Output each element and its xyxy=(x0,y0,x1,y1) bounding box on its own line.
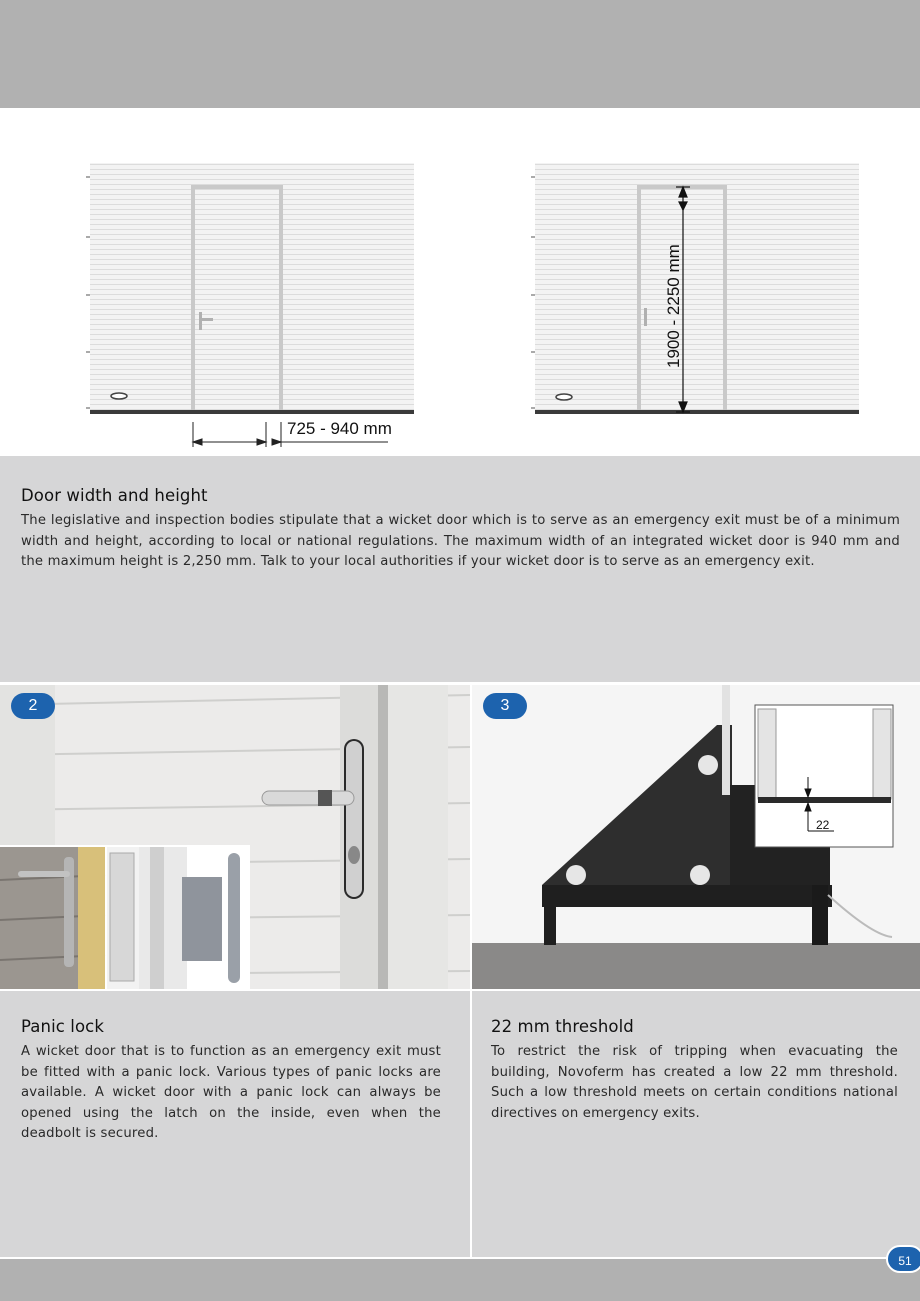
panic-lock-badge: 2 xyxy=(11,693,55,719)
panic-lock-title: Panic lock xyxy=(21,1017,104,1036)
door-width-diagram xyxy=(80,160,420,450)
door-size-body: The legislative and inspection bodies stipulate that a wicket door which is to serve as an emergency exit must be of a minimum width and height, according to local or national regulations. The maximum width of an integrated wicket door is 940 mm and the maximum height is 2,250 mm. Talk to your local authorities if your wicket door is to serve as an emergency exit. xyxy=(21,513,900,569)
door-height-diagram xyxy=(526,160,866,420)
threshold-photo xyxy=(472,685,920,989)
door-size-panel xyxy=(0,456,920,682)
panic-lock-body: A wicket door that is to function as an emergency exit must be fitted with a panic lock. Various types of panic locks are available. A wicket door with a panic lock can always be opened using the latch on the inside, even when the deadbolt is secured. xyxy=(21,1044,441,1141)
top-band xyxy=(0,0,920,108)
door-size-title: Door width and height xyxy=(21,486,208,505)
threshold-inset-label: 22 xyxy=(816,818,830,832)
bottom-band xyxy=(0,1259,920,1301)
width-dimension-label: 725 - 940 mm xyxy=(287,419,392,438)
threshold-badge: 3 xyxy=(483,693,527,719)
threshold-panel xyxy=(472,991,920,1257)
height-dimension-label: 1900 - 2250 mm xyxy=(664,244,683,368)
threshold-title: 22 mm threshold xyxy=(491,1017,634,1036)
threshold-body: To restrict the risk of tripping when evacuating the building, Novoferm has created a low 22 mm threshold. Such a low threshold meets on certain conditions national directives on emergency exits. xyxy=(491,1044,898,1121)
page-number: 51 xyxy=(886,1245,920,1273)
panic-lock-photo xyxy=(0,685,470,989)
panic-lock-panel xyxy=(0,991,470,1257)
